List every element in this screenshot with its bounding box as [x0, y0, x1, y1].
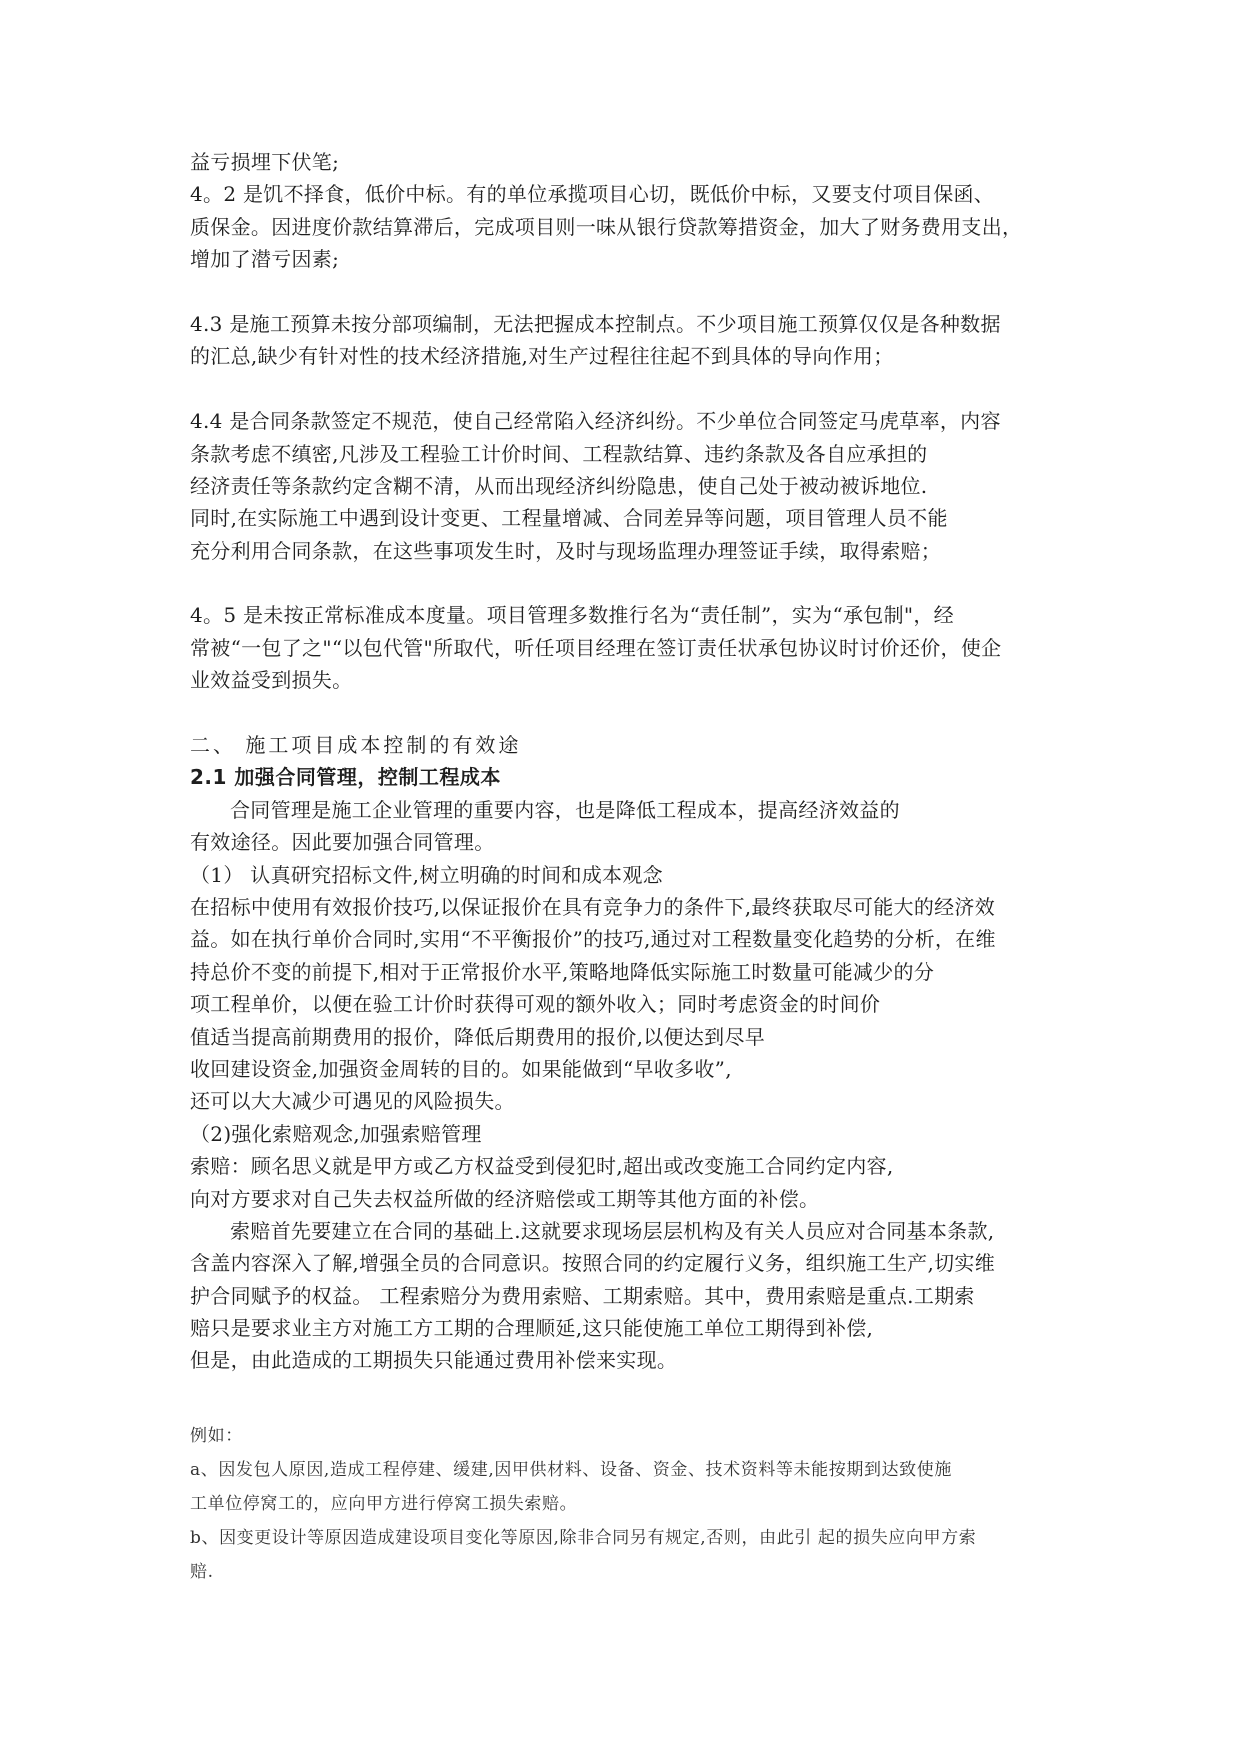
text-line: 含盖内容深入了解,增强全员的合同意识。按照合同的约定履行义务，组织施工生产,切实维	[190, 1251, 996, 1276]
text-line: 还可以大大减少可遇见的风险损失。	[190, 1089, 515, 1114]
paragraph-gap	[190, 697, 1062, 729]
text-line: 有效途径。因此要加强合同管理。	[190, 830, 495, 855]
document-body	[190, 146, 1062, 1589]
text-line: 赔只是要求业主方对施工方工期的合理顺延,这只能使施工单位工期得到补偿,	[190, 1316, 874, 1341]
text-line: 同时,在实际施工中遇到设计变更、工程量增减、合同差异等问题，项目管理人员不能	[190, 506, 948, 531]
text-line: 增加了潜亏因素;	[190, 247, 340, 272]
section-heading: 二、 施工项目成本控制的有效途	[190, 733, 522, 758]
text-line: 但是，由此造成的工期损失只能通过费用补偿来实现。	[190, 1348, 678, 1373]
paragraph-gap	[190, 276, 1062, 308]
text-line: 4。2 是饥不择食，低价中标。有的单位承揽项目心切，既低价中标，又要支付项目保函、	[190, 182, 995, 207]
text-line: 在招标中使用有效报价技巧,以保证报价在具有竞争力的条件下,最终获取尽可能大的经济效	[190, 894, 996, 919]
example-item: 赔.	[190, 1562, 214, 1583]
text-line: 益。如在执行单价合同时,实用“不平衡报价”的技巧,通过对工程数量变化趋势的分析，在维	[190, 927, 996, 952]
text-line: 4.4 是合同条款签定不规范，使自己经常陷入经济纠纷。不少单位合同签定马虎草率，内容	[190, 409, 1001, 434]
text-line: 收回建设资金,加强资金周转的目的。如果能做到“早收多收”,	[190, 1056, 732, 1081]
subsection-heading: 2.1 加强合同管理，控制工程成本	[190, 765, 501, 790]
text-line: 条款考虑不缜密,凡涉及工程验工计价时间、工程款结算、违约条款及各自应承担的	[190, 441, 928, 466]
text-line: 项工程单价，以便在验工计价时获得可观的额外收入；同时考虑资金的时间价	[190, 992, 881, 1017]
example-heading: 例如：	[190, 1426, 243, 1447]
text-line: 的汇总,缺少有针对性的技术经济措施,对生产过程往往起不到具体的导向作用；	[190, 344, 894, 369]
example-item: b、因变更设计等原因造成建设项目变化等原因,除非合同另有规定,否则，由此引 起的损失应向甲方索	[190, 1528, 977, 1549]
example-item: a、因发包人原因,造成工程停建、缓建,因甲供材料、设备、资金、技术资料等未能按期到达致使施	[190, 1460, 952, 1481]
text-line: 值适当提高前期费用的报价，降低后期费用的报价,以便达到尽早	[190, 1024, 766, 1049]
text-line: 常被“一包了之"“以包代管"所取代，听任项目经理在签订责任状承包协议时讨价还价，使企	[190, 635, 1002, 660]
list-item-heading: （1） 认真研究招标文件,树立明确的时间和成本观念	[190, 862, 663, 887]
paragraph-gap	[190, 1409, 1062, 1419]
text-line: 护合同赋予的权益。 工程索赔分为费用索赔、工期索赔。其中，费用索赔是重点.工期索	[190, 1283, 975, 1308]
text-line: 向对方要求对自己失去权益所做的经济赔偿或工期等其他方面的补偿。	[190, 1186, 820, 1211]
paragraph-gap	[190, 1377, 1062, 1409]
text-line: 索赔首先要建立在合同的基础上.这就要求现场层层机构及有关人员应对合同基本条款,	[230, 1218, 995, 1243]
list-item-heading: （2)强化索赔观念,加强索赔管理	[190, 1121, 482, 1146]
text-line: 4.3 是施工预算未按分部项编制，无法把握成本控制点。不少项目施工预算仅仅是各种数据	[190, 311, 1001, 336]
text-line: 持总价不变的前提下,相对于正常报价水平,策略地降低实际施工时数量可能减少的分	[190, 959, 935, 984]
text-line: 益亏损埋下伏笔;	[190, 150, 340, 174]
paragraph-gap	[190, 567, 1062, 599]
text-line: 经济责任等条款约定含糊不清，从而出现经济纠纷隐患，使自己处于被动被诉地位.	[190, 473, 928, 498]
text-line: 合同管理是施工企业管理的重要内容，也是降低工程成本，提高经济效益的	[230, 797, 900, 822]
text-line: 索赔：顾名思义就是甲方或乙方权益受到侵犯时,超出或改变施工合同约定内容,	[190, 1154, 894, 1179]
example-item: 工单位停窝工的，应向甲方进行停窝工损失索赔。	[190, 1494, 578, 1515]
text-line: 4。5 是未按正常标准成本度量。项目管理多数推行名为“责任制”，实为“承包制"，经	[190, 603, 954, 628]
text-line: 充分利用合同条款，在这些事项发生时，及时与现场监理办理签证手续，取得索赔；	[190, 538, 942, 563]
paragraph-gap	[190, 373, 1062, 405]
text-line: 质保金。因进度价款结算滞后，完成项目则一味从银行贷款筹措资金，加大了财务费用支出，	[190, 214, 1023, 239]
text-line: 业效益受到损失。	[190, 668, 353, 693]
